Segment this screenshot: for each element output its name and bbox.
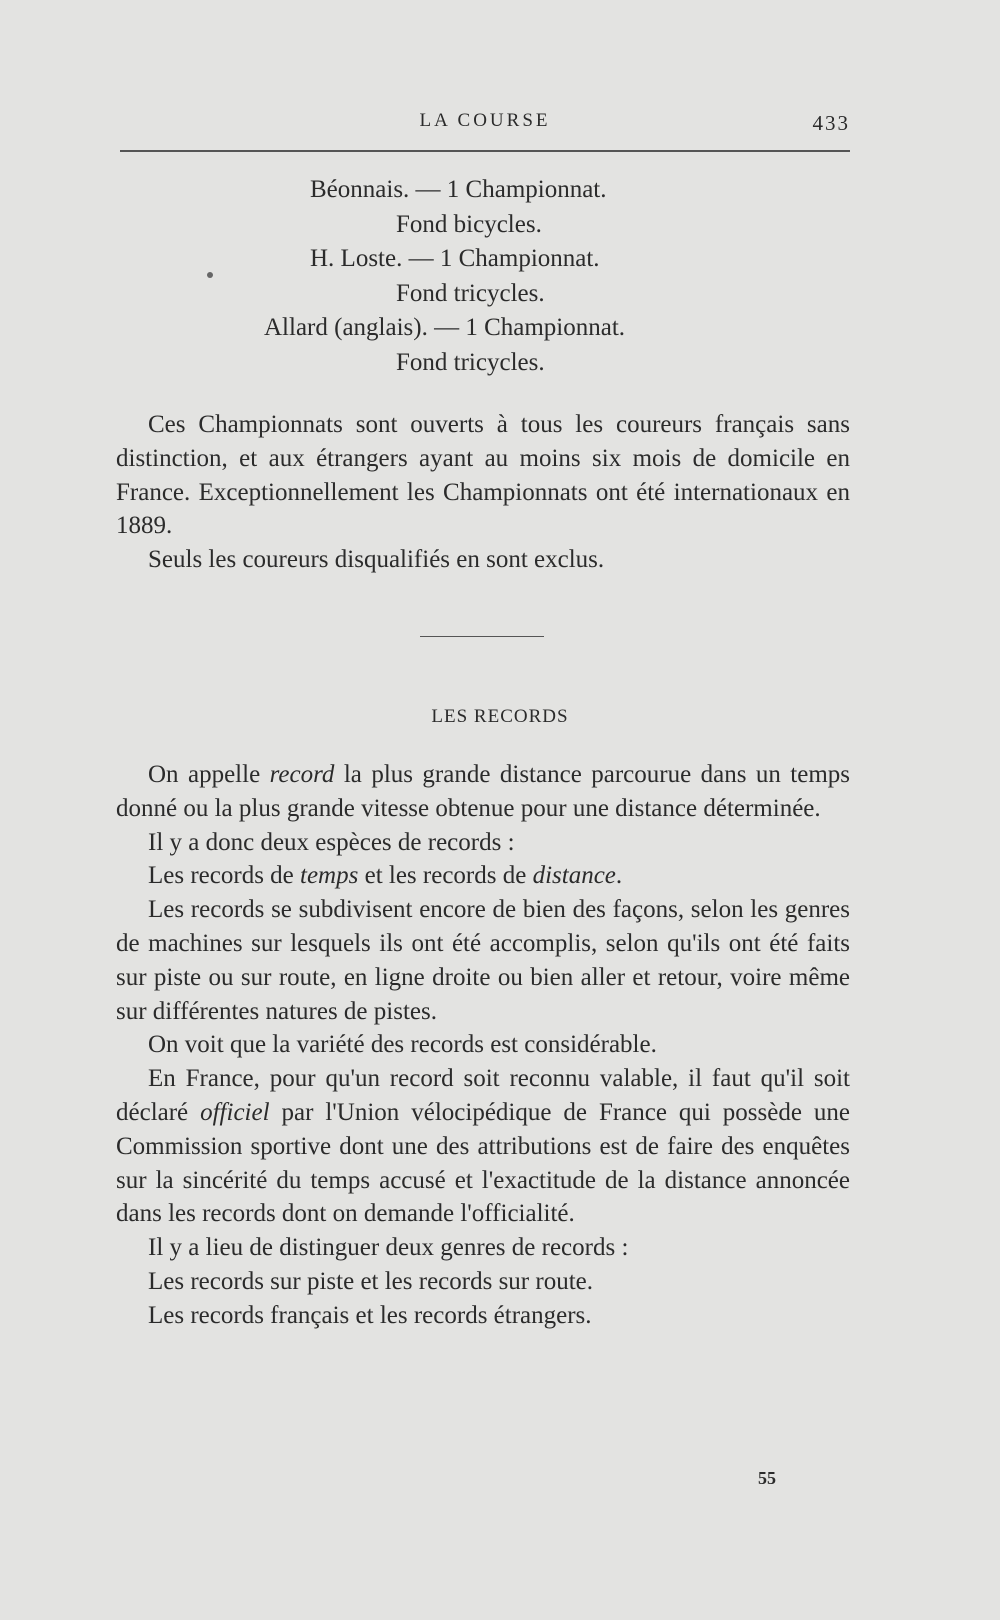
signature-mark: 55: [758, 1468, 776, 1488]
paragraph: Les records français et les records étrangers.: [148, 1301, 592, 1329]
page-number: 433: [812, 111, 850, 135]
records-text: [116, 758, 850, 1333]
emphasis: distance: [532, 862, 616, 890]
emphasis: temps: [300, 862, 359, 890]
text-run: la plus grande distance parcourue dans un temps donné ou la plus grande vitesse obtenue pour une distance déterminée.: [116, 761, 851, 822]
emphasis: officiel: [200, 1098, 270, 1126]
championship-line: H. Loste. — 1 Championnat.: [310, 245, 600, 273]
paragraph: [116, 758, 850, 826]
championship-line: Fond bicycles.: [396, 210, 542, 238]
section-heading: LES RECORDS: [431, 706, 569, 727]
text-run: .: [615, 862, 623, 890]
championship-line: Béonnais. — 1 Championnat.: [310, 176, 607, 203]
paragraph: Les records sur piste et les records sur route.: [148, 1267, 593, 1295]
header-rule: [120, 150, 850, 152]
text-run: En France, pour qu'un record soit reconnu valable, il faut qu'il soit déclaré: [116, 1065, 850, 1126]
championship-line: Allard (anglais). — 1 Championnat.: [264, 314, 626, 342]
section-divider: [420, 636, 544, 637]
championship-line: Fond tricycles.: [396, 279, 545, 307]
text-run: par l'Union vélocipédique de France qui possède une Commission sportive dont une des attributions est de faire des enquêtes sur la sincérité du temps accusé et l'exactitude de la distance annoncée dans les records dont on demande l'officialité.: [116, 1098, 851, 1228]
intro-text: [116, 408, 850, 577]
championship-list: [180, 173, 820, 381]
text-run: et les records de: [358, 862, 533, 890]
running-head: [120, 110, 850, 140]
paragraph: On voit que la variété des records est considérable.: [148, 1031, 657, 1059]
paragraph: [116, 859, 850, 893]
paragraph: Il y a donc deux espèces de records :: [148, 828, 515, 856]
ink-dot: [207, 272, 213, 278]
running-title: LA COURSE: [419, 110, 551, 131]
paragraph: [116, 1062, 850, 1231]
paragraph: Les records se subdivisent encore de bien des façons, selon les genres de machines sur lesquels ils ont été accomplis, selon qu'ils ont été faits sur piste ou sur route, en ligne droite ou bien aller et retour, voire même sur différentes natures de pistes.: [116, 896, 850, 1025]
championship-line: Fond tricycles.: [396, 348, 545, 376]
paragraph: Il y a lieu de distinguer deux genres de records :: [148, 1234, 629, 1262]
paragraph: Seuls les coureurs disqualifiés en sont exclus.: [148, 546, 605, 574]
emphasis: record: [269, 761, 335, 788]
paragraph: Ces Championnats sont ouverts à tous les coureurs français sans distinction, et aux étrangers ayant au moins six mois de domicile en France. Exceptionnellement les Championnats ont été internationaux en 1889.: [116, 411, 850, 540]
text-run: On appelle: [148, 761, 270, 788]
text-run: Les records de: [148, 862, 301, 890]
